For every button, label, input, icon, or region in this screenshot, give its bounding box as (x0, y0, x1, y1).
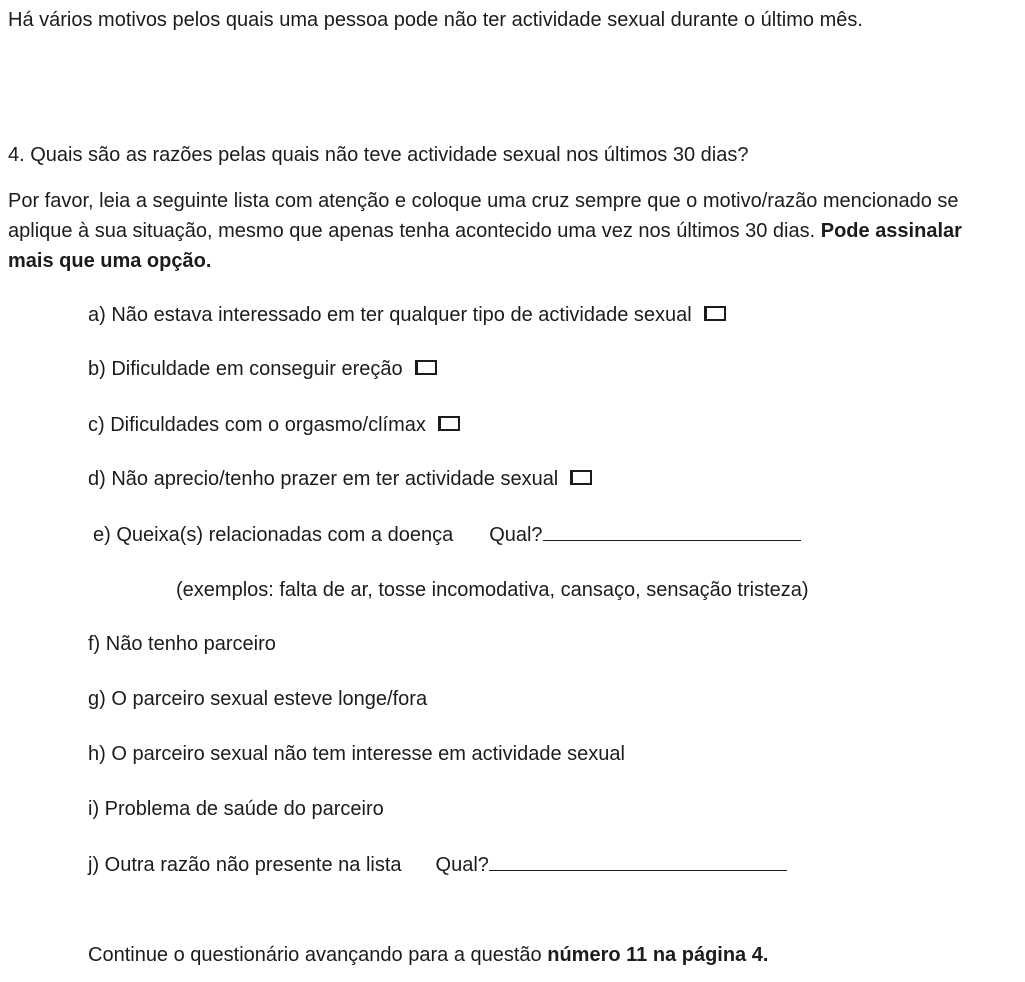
option-j-qual-field[interactable] (489, 852, 787, 871)
option-e-qual-label: Qual? (489, 524, 543, 546)
option-d (88, 467, 592, 491)
intro-paragraph (8, 5, 1013, 35)
option-i (88, 797, 384, 821)
question-text: 4. Quais são as razões pelas quais não teve actividade sexual nos últimos 30 dias? (8, 144, 749, 166)
option-c-label: c) Dificuldades com o orgasmo/clímax (88, 414, 426, 436)
option-a-label: a) Não estava interessado em ter qualquer tipo de actividade sexual (88, 304, 692, 326)
option-h (88, 742, 625, 766)
option-e-label: e) Queixa(s) relacionadas com a doença (93, 524, 454, 546)
option-a-checkbox[interactable] (704, 306, 726, 321)
instructions-text: Por favor, leia a seguinte lista com atenção e coloque uma cruz sempre que o motivo/razão mencionado se aplique à sua situação, mesmo que apenas tenha acontecido uma vez nos últimos 30 dias. (8, 190, 959, 242)
instructions-paragraph (8, 186, 1013, 276)
option-b-label: b) Dificuldade em conseguir ereção (88, 358, 403, 380)
question-title (8, 143, 748, 167)
option-d-label: d) Não aprecio/tenho prazer em ter actividade sexual (88, 468, 559, 490)
option-e-examples-text: (exemplos: falta de ar, tosse incomodativa, cansaço, sensação tristeza) (176, 579, 809, 601)
option-d-checkbox[interactable] (570, 470, 592, 485)
option-e-qual-field[interactable] (543, 522, 801, 541)
footer-instruction (88, 943, 768, 967)
option-j-label: j) Outra razão não presente na lista (88, 854, 402, 876)
option-h-label: h) O parceiro sexual não tem interesse em actividade sexual (88, 743, 625, 765)
option-i-label: i) Problema de saúde do parceiro (88, 798, 384, 820)
option-c (88, 413, 460, 437)
instructions-bold: Pode assinalar mais que uma opção. (8, 220, 962, 272)
option-g-label: g) O parceiro sexual esteve longe/fora (88, 688, 428, 710)
intro-text: Há vários motivos pelos quais uma pessoa pode não ter actividade sexual durante o último mês. (8, 9, 863, 31)
option-f-label: f) Não tenho parceiro (88, 633, 276, 655)
option-j (88, 852, 787, 877)
footer-bold: número 11 na página 4. (547, 944, 769, 966)
option-g (88, 687, 427, 711)
option-e-examples (176, 578, 809, 602)
option-c-checkbox[interactable] (438, 416, 460, 431)
option-b (88, 357, 437, 381)
option-a (88, 303, 726, 327)
footer-text: Continue o questionário avançando para a questão (88, 944, 542, 966)
option-j-qual-label: Qual? (435, 854, 489, 876)
option-f (88, 632, 276, 656)
option-e (93, 522, 801, 547)
option-b-checkbox[interactable] (415, 360, 437, 375)
